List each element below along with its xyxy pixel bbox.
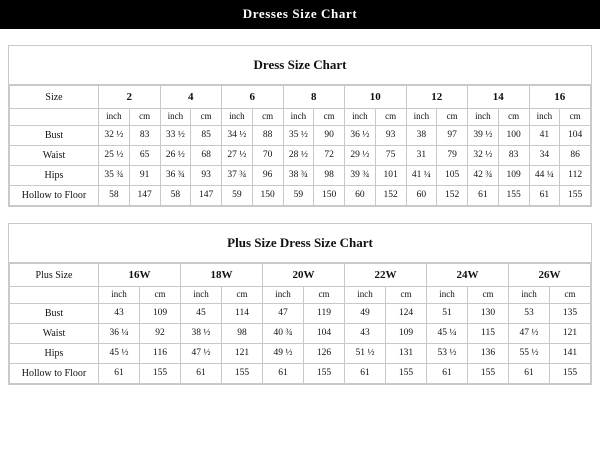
data-cell: 152 bbox=[437, 185, 468, 205]
row-label: Hollow to Floor bbox=[10, 185, 99, 205]
data-cell: 130 bbox=[468, 303, 509, 323]
data-cell: 55 ½ bbox=[509, 343, 550, 363]
table-row-units bbox=[10, 287, 591, 304]
data-cell: 32 ½ bbox=[99, 125, 130, 145]
data-cell: 79 bbox=[437, 145, 468, 165]
table-row bbox=[10, 125, 591, 145]
data-cell: 47 ½ bbox=[509, 323, 550, 343]
unit-cell: cm bbox=[375, 109, 406, 126]
data-cell: 60 bbox=[406, 185, 437, 205]
unit-cell: inch bbox=[160, 109, 191, 126]
data-cell: 150 bbox=[314, 185, 345, 205]
data-cell: 86 bbox=[560, 145, 591, 165]
unit-cell: cm bbox=[140, 287, 181, 304]
data-cell: 61 bbox=[427, 363, 468, 383]
table-row-sizes bbox=[10, 263, 591, 286]
data-cell: 49 bbox=[345, 303, 386, 323]
data-cell: 27 ½ bbox=[222, 145, 253, 165]
data-cell: 109 bbox=[140, 303, 181, 323]
data-cell: 92 bbox=[140, 323, 181, 343]
data-cell: 98 bbox=[314, 165, 345, 185]
data-cell: 155 bbox=[498, 185, 529, 205]
data-cell: 38 ½ bbox=[181, 323, 222, 343]
data-cell: 36 ¼ bbox=[99, 323, 140, 343]
data-cell: 109 bbox=[498, 165, 529, 185]
data-cell: 119 bbox=[304, 303, 345, 323]
data-cell: 47 bbox=[263, 303, 304, 323]
data-cell: 51 bbox=[427, 303, 468, 323]
data-cell: 59 bbox=[222, 185, 253, 205]
size-header-cell: 2 bbox=[99, 86, 161, 109]
data-cell: 61 bbox=[509, 363, 550, 383]
unit-cell: inch bbox=[529, 109, 560, 126]
table-row bbox=[10, 165, 591, 185]
data-cell: 59 bbox=[283, 185, 314, 205]
data-cell: 114 bbox=[222, 303, 263, 323]
size-header-cell: 18W bbox=[181, 263, 263, 286]
unit-cell: inch bbox=[181, 287, 222, 304]
dress-size-chart-block bbox=[8, 45, 592, 207]
data-cell: 47 ½ bbox=[181, 343, 222, 363]
chart-title: Plus Size Dress Size Chart bbox=[9, 224, 591, 263]
plus-size-table bbox=[9, 263, 591, 384]
unit-cell: cm bbox=[252, 109, 283, 126]
data-cell: 29 ½ bbox=[345, 145, 376, 165]
unit-cell: inch bbox=[283, 109, 314, 126]
data-cell: 61 bbox=[181, 363, 222, 383]
data-cell: 105 bbox=[437, 165, 468, 185]
unit-cell: cm bbox=[498, 109, 529, 126]
page-title: Dresses Size Chart bbox=[242, 6, 358, 21]
data-cell: 41 bbox=[529, 125, 560, 145]
data-cell: 104 bbox=[304, 323, 345, 343]
data-cell: 45 bbox=[181, 303, 222, 323]
data-cell: 53 bbox=[509, 303, 550, 323]
size-header-label: Size bbox=[10, 86, 99, 109]
data-cell: 34 ½ bbox=[222, 125, 253, 145]
data-cell: 93 bbox=[375, 125, 406, 145]
data-cell: 155 bbox=[468, 363, 509, 383]
unit-row-label bbox=[10, 287, 99, 304]
unit-cell: cm bbox=[191, 109, 222, 126]
data-cell: 45 ½ bbox=[99, 343, 140, 363]
chart-title: Dress Size Chart bbox=[9, 46, 591, 85]
data-cell: 61 bbox=[263, 363, 304, 383]
data-cell: 45 ¼ bbox=[427, 323, 468, 343]
unit-cell: inch bbox=[263, 287, 304, 304]
data-cell: 49 ½ bbox=[263, 343, 304, 363]
size-header-cell: 4 bbox=[160, 86, 222, 109]
size-header-cell: 8 bbox=[283, 86, 345, 109]
data-cell: 97 bbox=[437, 125, 468, 145]
size-header-cell: 16W bbox=[99, 263, 181, 286]
unit-cell: cm bbox=[314, 109, 345, 126]
data-cell: 75 bbox=[375, 145, 406, 165]
data-cell: 40 ¾ bbox=[263, 323, 304, 343]
data-cell: 36 ¾ bbox=[160, 165, 191, 185]
unit-cell: inch bbox=[99, 109, 130, 126]
data-cell: 38 ¾ bbox=[283, 165, 314, 185]
data-cell: 155 bbox=[304, 363, 345, 383]
data-cell: 72 bbox=[314, 145, 345, 165]
data-cell: 147 bbox=[129, 185, 160, 205]
unit-cell: cm bbox=[222, 287, 263, 304]
row-label: Hips bbox=[10, 343, 99, 363]
unit-cell: inch bbox=[345, 287, 386, 304]
size-header-cell: 12 bbox=[406, 86, 468, 109]
data-cell: 38 bbox=[406, 125, 437, 145]
size-header-label: Plus Size bbox=[10, 263, 99, 286]
data-cell: 53 ½ bbox=[427, 343, 468, 363]
data-cell: 83 bbox=[129, 125, 160, 145]
data-cell: 43 bbox=[99, 303, 140, 323]
unit-cell: cm bbox=[386, 287, 427, 304]
plus-size-table-body bbox=[10, 263, 591, 383]
unit-cell: inch bbox=[468, 109, 499, 126]
table-row-units bbox=[10, 109, 591, 126]
data-cell: 58 bbox=[160, 185, 191, 205]
row-label: Waist bbox=[10, 323, 99, 343]
data-cell: 147 bbox=[191, 185, 222, 205]
size-header-cell: 26W bbox=[509, 263, 591, 286]
data-cell: 121 bbox=[550, 323, 591, 343]
unit-cell: cm bbox=[129, 109, 160, 126]
data-cell: 58 bbox=[99, 185, 130, 205]
data-cell: 42 ¾ bbox=[468, 165, 499, 185]
data-cell: 28 ½ bbox=[283, 145, 314, 165]
dress-size-table-body bbox=[10, 86, 591, 206]
data-cell: 109 bbox=[386, 323, 427, 343]
data-cell: 131 bbox=[386, 343, 427, 363]
data-cell: 51 ½ bbox=[345, 343, 386, 363]
unit-cell: inch bbox=[509, 287, 550, 304]
data-cell: 65 bbox=[129, 145, 160, 165]
table-row bbox=[10, 343, 591, 363]
data-cell: 61 bbox=[99, 363, 140, 383]
table-row bbox=[10, 145, 591, 165]
row-label: Hollow to Floor bbox=[10, 363, 99, 383]
data-cell: 83 bbox=[498, 145, 529, 165]
row-label: Waist bbox=[10, 145, 99, 165]
data-cell: 150 bbox=[252, 185, 283, 205]
size-header-cell: 6 bbox=[222, 86, 284, 109]
dress-size-table bbox=[9, 85, 591, 206]
row-label: Hips bbox=[10, 165, 99, 185]
data-cell: 25 ½ bbox=[99, 145, 130, 165]
unit-cell: inch bbox=[406, 109, 437, 126]
data-cell: 116 bbox=[140, 343, 181, 363]
row-label: Bust bbox=[10, 125, 99, 145]
data-cell: 34 bbox=[529, 145, 560, 165]
data-cell: 60 bbox=[345, 185, 376, 205]
data-cell: 136 bbox=[468, 343, 509, 363]
data-cell: 112 bbox=[560, 165, 591, 185]
data-cell: 121 bbox=[222, 343, 263, 363]
data-cell: 155 bbox=[560, 185, 591, 205]
data-cell: 152 bbox=[375, 185, 406, 205]
data-cell: 43 bbox=[345, 323, 386, 343]
data-cell: 31 bbox=[406, 145, 437, 165]
size-header-cell: 10 bbox=[345, 86, 407, 109]
table-row bbox=[10, 303, 591, 323]
data-cell: 35 ¾ bbox=[99, 165, 130, 185]
size-header-cell: 14 bbox=[468, 86, 530, 109]
table-row-sizes bbox=[10, 86, 591, 109]
data-cell: 39 ½ bbox=[468, 125, 499, 145]
data-cell: 115 bbox=[468, 323, 509, 343]
unit-cell: cm bbox=[550, 287, 591, 304]
data-cell: 141 bbox=[550, 343, 591, 363]
unit-cell: cm bbox=[560, 109, 591, 126]
data-cell: 155 bbox=[550, 363, 591, 383]
unit-cell: inch bbox=[427, 287, 468, 304]
data-cell: 68 bbox=[191, 145, 222, 165]
data-cell: 101 bbox=[375, 165, 406, 185]
data-cell: 135 bbox=[550, 303, 591, 323]
data-cell: 88 bbox=[252, 125, 283, 145]
data-cell: 61 bbox=[529, 185, 560, 205]
data-cell: 96 bbox=[252, 165, 283, 185]
data-cell: 32 ½ bbox=[468, 145, 499, 165]
data-cell: 33 ½ bbox=[160, 125, 191, 145]
unit-cell: inch bbox=[99, 287, 140, 304]
data-cell: 98 bbox=[222, 323, 263, 343]
row-label: Bust bbox=[10, 303, 99, 323]
data-cell: 91 bbox=[129, 165, 160, 185]
page-header bbox=[0, 0, 600, 29]
data-cell: 155 bbox=[140, 363, 181, 383]
data-cell: 126 bbox=[304, 343, 345, 363]
data-cell: 90 bbox=[314, 125, 345, 145]
table-row bbox=[10, 323, 591, 343]
data-cell: 37 ¾ bbox=[222, 165, 253, 185]
plus-size-chart-block bbox=[8, 223, 592, 385]
table-row bbox=[10, 185, 591, 205]
data-cell: 124 bbox=[386, 303, 427, 323]
size-header-cell: 20W bbox=[263, 263, 345, 286]
data-cell: 104 bbox=[560, 125, 591, 145]
data-cell: 93 bbox=[191, 165, 222, 185]
data-cell: 44 ¼ bbox=[529, 165, 560, 185]
unit-cell: cm bbox=[304, 287, 345, 304]
unit-cell: inch bbox=[222, 109, 253, 126]
data-cell: 41 ¼ bbox=[406, 165, 437, 185]
unit-cell: cm bbox=[437, 109, 468, 126]
data-cell: 155 bbox=[222, 363, 263, 383]
size-header-cell: 16 bbox=[529, 86, 591, 109]
data-cell: 36 ½ bbox=[345, 125, 376, 145]
unit-cell: inch bbox=[345, 109, 376, 126]
size-header-cell: 22W bbox=[345, 263, 427, 286]
data-cell: 70 bbox=[252, 145, 283, 165]
table-row bbox=[10, 363, 591, 383]
data-cell: 155 bbox=[386, 363, 427, 383]
unit-cell: cm bbox=[468, 287, 509, 304]
data-cell: 85 bbox=[191, 125, 222, 145]
unit-row-label bbox=[10, 109, 99, 126]
size-header-cell: 24W bbox=[427, 263, 509, 286]
data-cell: 26 ½ bbox=[160, 145, 191, 165]
data-cell: 35 ½ bbox=[283, 125, 314, 145]
data-cell: 61 bbox=[345, 363, 386, 383]
data-cell: 100 bbox=[498, 125, 529, 145]
data-cell: 61 bbox=[468, 185, 499, 205]
data-cell: 39 ¾ bbox=[345, 165, 376, 185]
